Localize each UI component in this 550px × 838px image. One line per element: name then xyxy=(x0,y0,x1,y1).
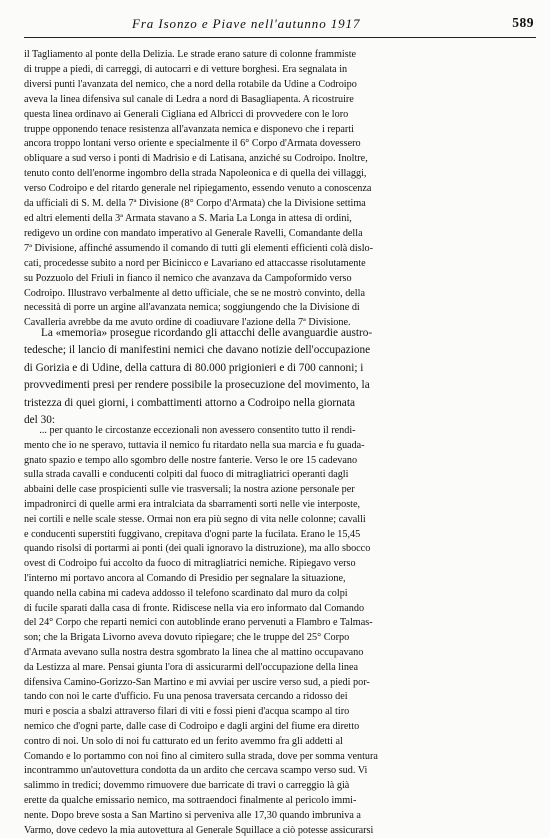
text-line: contro di noi. Un solo di noi fu catturato ed un ferito avemmo fra gli addetti al xyxy=(24,735,343,747)
text-line: tando con noi le carte d'ufficio. Fu una penosa traversata cercando a ridosso dei xyxy=(24,691,348,703)
text-line: provvedimenti presi per rendere possibile la prosecuzione del movimento, la xyxy=(24,379,370,392)
text-line: gnato spazio e tempo allo sgombro delle nostre fanterie. Verso le ore 15 cadevano xyxy=(24,454,358,466)
text-line: mento che io ne speravo, tuttavia il nemico fu ritardato nella sua marcia e fu guada- xyxy=(24,439,365,451)
text-line: aveva la linea difensiva sul canale di Ledra a nord di Basagliapenta. A ricostruire xyxy=(24,93,354,105)
quoted-memoir-excerpt-top xyxy=(24,48,536,331)
text-line: di fucile sparati dalla casa di fronte. Ridiscese nella via ero informato dal Comando xyxy=(24,602,365,614)
quoted-memoir-excerpt-bottom xyxy=(24,424,536,838)
narrative-paragraph xyxy=(24,325,536,429)
text-line: l'interno mi portavo ancora al Comando di Presidio per segnalare la situazione, xyxy=(24,572,346,584)
text-line: impadronirci di quelle armi era intralciata da sbarramenti sorti nelle vie interposte, xyxy=(24,498,361,510)
text-line: da ufficiali di S. M. della 7ª Divisione (8° Corpo d'Armata) che la Divisione settima xyxy=(24,198,366,210)
text-line: di truppe a piedi, di carreggi, di autocarri e di vetture borghesi. Era segnalata in xyxy=(24,63,348,75)
text-line: erette da qualche emissario nemico, ma sottraendoci finalmente al pericolo immi- xyxy=(24,794,357,806)
text-line: son; che la Brigata Livorno aveva dovuto ripiegare; che le truppe del 25° Corpo xyxy=(24,632,350,644)
text-line: verso Codroipo e del ritardo generale nel ripiegamento, essendo venuto a conoscenza xyxy=(24,183,372,195)
text-line: Codroipo. Illustravo verbalmente al detto ufficiale, che se ne mostrò convinto, della xyxy=(24,287,365,299)
text-line: del 24° Corpo che reparti nemici con autoblinde erano pervenuti a Flambro e Talmas- xyxy=(24,617,373,629)
text-line: tedesche; il lancio di manifestini nemici che davano notizie dell'occupazione xyxy=(24,344,371,357)
text-line: ... per quanto le circostanze eccezionali non avessero consentito tutto il rendi- xyxy=(24,425,356,436)
text-line: da Lestizza al mare. Pensai giunta l'ora di assicurarmi dell'occupazione della linea xyxy=(24,661,359,673)
text-line: nente. Dopo breve sosta a San Martino si perveniva alle 17,30 quando imbruniva a xyxy=(24,809,361,821)
text-line: Cavalleria avrebbe da me avuto ordine di coadiuvare l'azione della 7ª Divisione. xyxy=(24,317,351,329)
header-rule xyxy=(24,37,536,38)
text-line: ovest di Codroipo fui accolto da fuoco di mitragliatrici nemiche. Ripiegavo verso xyxy=(24,558,356,570)
text-line: difensiva Camino-Gorizzo-San Martino e mi avviai per uscire verso sud, a piedi por- xyxy=(24,676,370,688)
text-line: sulla strada cavalli e conducenti colpiti dal fuoco di mitragliatrici operanti dagli xyxy=(24,469,349,481)
text-line: redigevo un ordine con mandato imperativo al Generale Ravelli, Comandante della xyxy=(24,227,363,239)
text-line: su Pozzuolo del Friuli in fianco il nemico che avanzava da Campoformido verso xyxy=(24,272,352,284)
text-line: ed altri elementi della 3ª Armata stavano a S. Maria La Longa in attesa di ordini, xyxy=(24,212,352,224)
text-line: salimmo in tredici; dovemmo rimuovere due barricate di travi o carreggio là già xyxy=(24,780,350,792)
text-line: questa linea ordinavo ai Generali Cigliana ed Albricci di provvedere con le loro xyxy=(24,108,349,120)
text-line: abbaini delle case prospicienti sulle vie trasversali; la nostra azione personale per xyxy=(24,484,355,496)
text-line: quando nella cabina mi cadeva addosso il telefono scardinato dal muro da colpi xyxy=(24,587,348,599)
text-line: quando risolsi di portarmi ai ponti (dei quali ignoravo la distruzione), ma allo sbocco xyxy=(24,543,371,555)
text-line: obliquare a sud verso i ponti di Madrisio e di Latisana, anziché su Codroipo. Inoltre, xyxy=(24,153,368,165)
text-line: di Gorizia e di Udine, della cattura di 80.000 prigionieri e di 700 cannoni; i xyxy=(24,361,364,374)
text-line: Comando e lo portammo con noi fino al cimitero sulla strada, dove per somma ventura xyxy=(24,750,378,762)
text-line: d'Armata avevano sulla nostra destra sgombrato la linea che al mattino occupavano xyxy=(24,646,364,658)
text-line: La «memoria» prosegue ricordando gli attacchi delle avanguardie austro- xyxy=(24,327,373,339)
text-line: il Tagliamento al ponte della Delizia. Le strade erano sature di colonne frammiste xyxy=(24,49,357,60)
text-line: e conducenti superstiti fuggivano, crepitava d'ogni parte la fucilata. Erano le 15,45 xyxy=(24,528,361,540)
page-header xyxy=(24,14,536,38)
text-line: muri e poscia a sbalzi attraverso filari di viti e fossi pieni d'acqua scampo al tiro xyxy=(24,706,350,718)
text-line: tristezza di quei giorni, i combattimenti attorno a Codroipo nella giornata xyxy=(24,396,355,409)
text-line: 7ª Divisione, affinché assumendo il comando di tutti gli elementi efficienti colà dislo- xyxy=(24,242,374,254)
text-line: ancora troppo lontani verso oriente e specialmente il 6° Corpo d'Armata dovessero xyxy=(24,138,361,150)
text-line: incontrammo un'autovettura condotta da un ardito che cercava scampo verso sud. Vi xyxy=(24,765,368,777)
page-number: 589 xyxy=(512,15,534,30)
text-line: truppe opponendo tenace resistenza all'avanzata nemica e disponevo che i reparti xyxy=(24,123,354,135)
text-line: nemico che d'ogni parte, dalle case di Codroipo e dagli argini del fiume era diretto xyxy=(24,720,360,732)
text-line: del 30: xyxy=(24,414,56,427)
text-line: necessità di porre un argine all'avanzata nemica; soggiungendo che la Divisione di xyxy=(24,302,360,314)
text-line: nei cortili e nelle scale stesse. Ormai non era più segno di vita nelle colonne; cavalli xyxy=(24,513,366,525)
running-title: Fra Isonzo e Piave nell'autunno 1917 xyxy=(132,16,361,31)
text-line: tenuto conto dell'enorme ingombro della strada Napoleonica e di quella dei villaggi, xyxy=(24,168,367,180)
text-line: Varmo, dove cedevo la mia autovettura al Generale Squillace a ciò potesse assicurarsi xyxy=(24,824,374,836)
text-line: diversi punti l'avanzata del nemico, che a nord della rotabile da Udine a Codroipo xyxy=(24,78,357,90)
text-line: cati, procedesse subito a nord per Bicinicco e Lavariano ed attaccasse risolutamente xyxy=(24,257,366,269)
